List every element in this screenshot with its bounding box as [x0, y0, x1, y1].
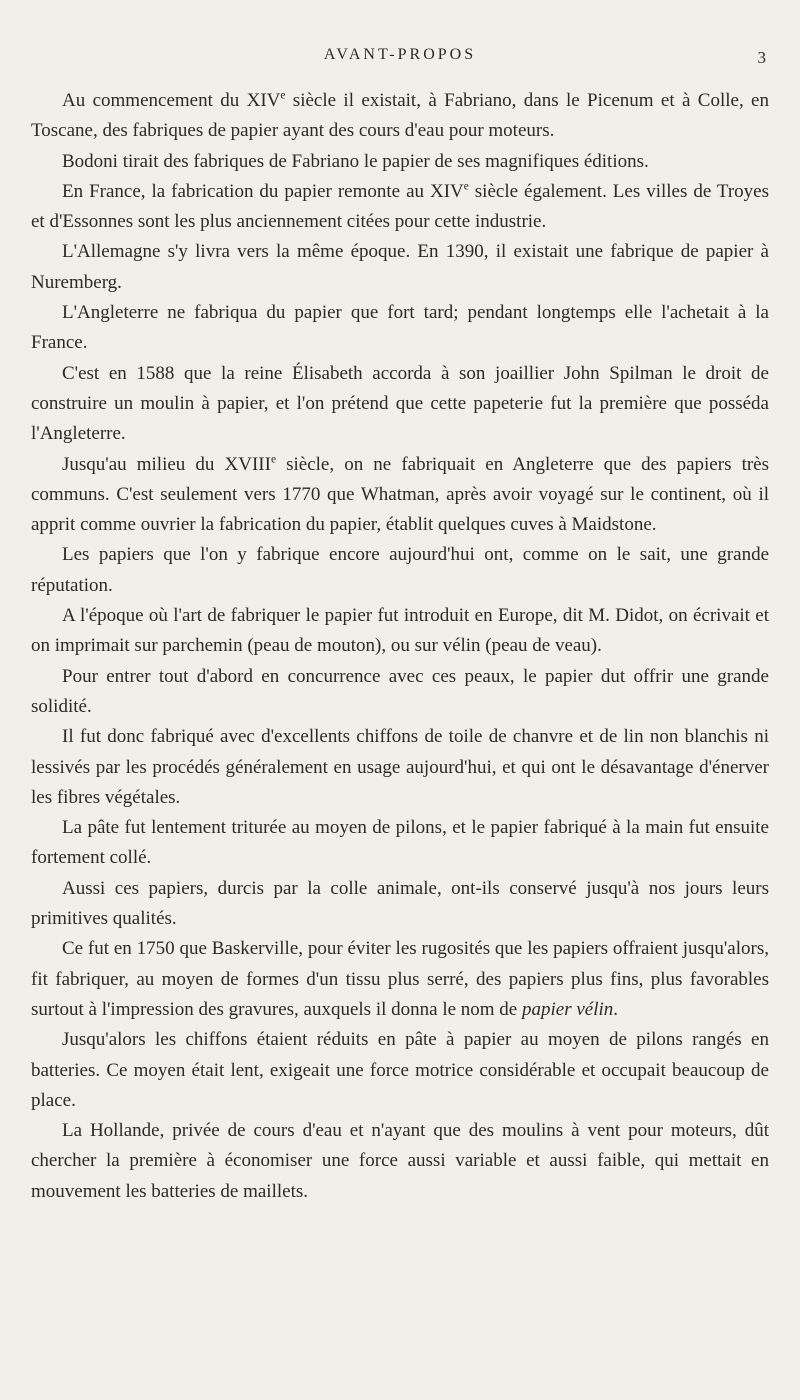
- text-run: Au commencement du XIV: [62, 90, 281, 111]
- text-run: siècle également. Les villes de Troyes et d'Essonnes sont les plus anciennement citées pour cette industrie.: [31, 180, 769, 233]
- page-header: [0, 46, 800, 72]
- text-run: Aussi ces papiers, durcis par la colle animale, ont-ils conservé jusqu'à nos jours leurs primitives qualités.: [31, 877, 769, 930]
- paragraph: [31, 86, 769, 147]
- paragraph: [31, 359, 769, 450]
- superscript: e: [270, 453, 276, 466]
- paragraph: [31, 601, 769, 662]
- text-run: Pour entrer tout d'abord en concurrence avec ces peaux, le papier dut offrir une grande solidité.: [31, 665, 769, 717]
- paragraph: [31, 662, 769, 723]
- text-run: L'Angleterre ne fabriqua du papier que fort tard; pendant longtemps elle l'achetait à la France.: [31, 302, 769, 354]
- paragraph: [31, 540, 769, 601]
- paragraph: [31, 934, 769, 1025]
- text-run: .: [613, 998, 619, 1020]
- page-number: 3: [757, 48, 766, 67]
- running-title: AVANT-PROPOS: [323, 46, 477, 63]
- paragraph: [31, 722, 769, 813]
- text-run: La Hollande, privée de cours d'eau et n'ayant que des moulins à vent pour moteurs, dût chercher la première à économiser une force aussi variable et aussi faible, qui mettait en mouvement les batteries de maillets.: [31, 1120, 769, 1202]
- text-run: Les papiers que l'on y fabrique encore aujourd'hui ont, comme on le sait, une grande réputation.: [31, 544, 769, 596]
- text-run: siècle, on ne fabriquait en Angleterre que des papiers très communs. C'est seulement vers 1770 que Whatman, après avoir voyagé sur le continent, où il apprit comme ouvrier la fabrication du papier, établit quelques cuves à Maidstone.: [31, 453, 770, 536]
- superscript: e: [463, 180, 469, 193]
- text-run: En France, la fabrication du papier remonte au XIV: [62, 180, 464, 202]
- superscript: e: [280, 89, 286, 102]
- text-run: La pâte fut lentement triturée au moyen de pilons, et le papier fabriqué à la main fut ensuite fortement collé.: [31, 817, 769, 869]
- paragraph: [31, 1025, 769, 1116]
- text-run: Ce fut en 1750 que Baskerville, pour éviter les rugosités que les papiers offraient jusqu'alors, fit fabriquer, au moyen de formes d'un tissu plus serré, des papiers plus fins, plus favorables surtout à l'impression des gravures, auxquels il donna le nom de: [31, 938, 769, 1020]
- text-run: L'Allemagne s'y livra vers la même époque. En 1390, il existait une fabrique de papier à Nuremberg.: [31, 241, 769, 293]
- paragraph: [31, 874, 769, 935]
- paragraph: [31, 147, 769, 177]
- paragraph: [31, 237, 769, 298]
- text-run: Bodoni tirait des fabriques de Fabriano le papier de ses magnifiques éditions.: [62, 150, 649, 172]
- paragraph: [31, 177, 769, 238]
- text-run: Il fut donc fabriqué avec d'excellents chiffons de toile de chanvre et de lin non blanchis ni lessivés par les procédés généralement en usage aujourd'hui, et qui ont le désavantage d'énerver les fibres végétales.: [31, 726, 769, 808]
- text-run: A l'époque où l'art de fabriquer le papier fut introduit en Europe, dit M. Didot, on écrivait et on imprimait sur parchemin (peau de mouton), ou sur vélin (peau de veau).: [31, 605, 769, 657]
- text-run: Jusqu'au milieu du XVIII: [62, 453, 271, 475]
- paragraph: [31, 1116, 769, 1207]
- text-run: Jusqu'alors les chiffons étaient réduits en pâte à papier au moyen de pilons rangés en batteries. Ce moyen était lent, exigeait une force motrice considérable et occupait beaucoup de place.: [31, 1029, 769, 1111]
- paragraph: [31, 450, 769, 541]
- text-run: siècle il existait, à Fabriano, dans le Picenum et à Colle, en Toscane, des fabriques de papier ayant des cours d'eau pour moteurs.: [31, 90, 769, 142]
- paragraph: [31, 813, 769, 874]
- text-run: C'est en 1588 que la reine Élisabeth accorda à son joaillier John Spilman le droit de construire un moulin à papier, et l'on prétend que cette papeterie fut la première que posséda l'Angleterre.: [31, 362, 769, 445]
- paragraph: [31, 298, 769, 359]
- body-text: [31, 86, 769, 1207]
- italic-text: papier vélin: [522, 998, 614, 1020]
